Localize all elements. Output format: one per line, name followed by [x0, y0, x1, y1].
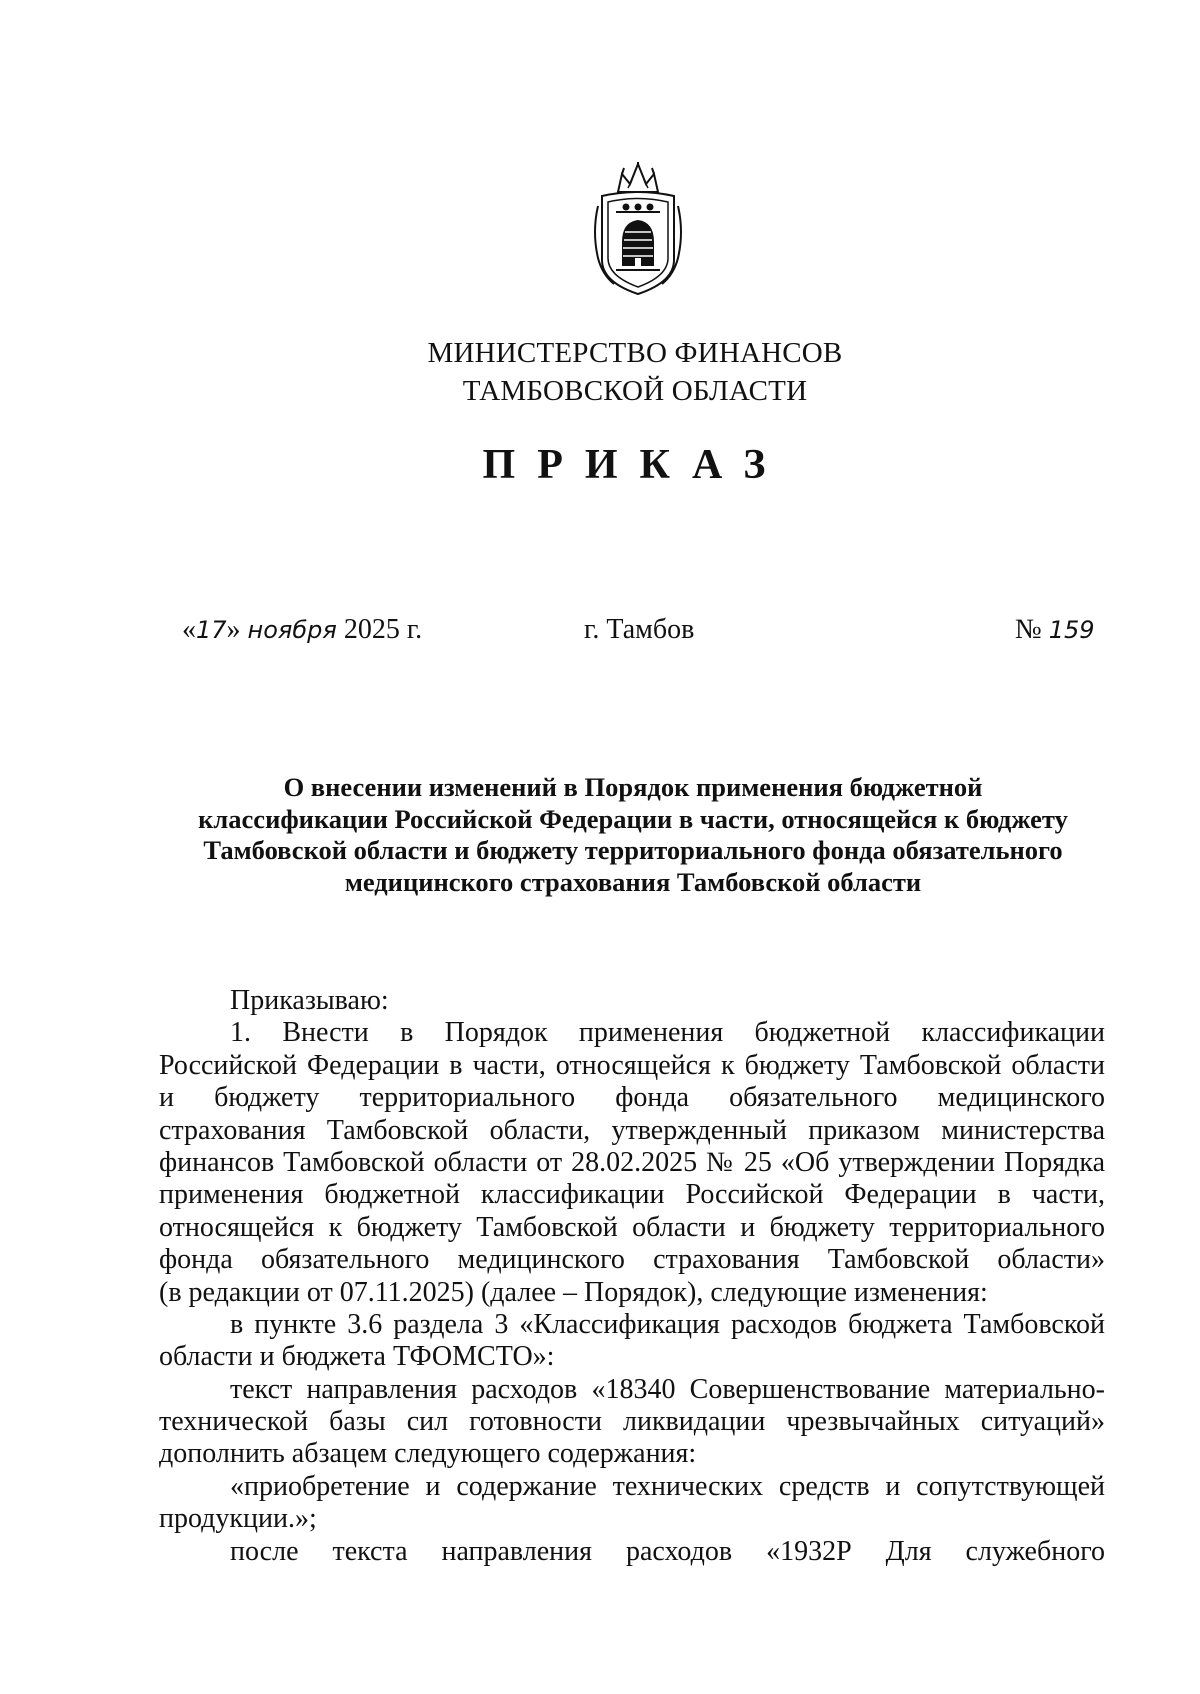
body-line: 1. Внести в Порядок применения бюджетной классификации [230, 1017, 1105, 1049]
body-line: Российской Федерации в части, относящейся к бюджету Тамбовской области [159, 1049, 1105, 1081]
body-line: относящейся к бюджету Тамбовской области и бюджету территориального [159, 1211, 1105, 1243]
body-line: и бюджету территориального фонда обязательного медицинского [159, 1082, 1105, 1114]
date-year: 2025 г. [343, 614, 423, 645]
body-line: области и бюджета ТФОМСТО»: [159, 1341, 555, 1373]
body-line: дополнить абзацем следующего содержания: [159, 1438, 697, 1470]
document-type-title: ПРИКАЗ [482, 442, 788, 488]
subject-line: медицинского страхования Тамбовской области [344, 866, 922, 897]
number-label: № [1015, 614, 1042, 645]
subject-line: классификации Российской Федерации в части, относящейся к бюджету [198, 803, 1068, 834]
body-line: применения бюджетной классификации Российской Федерации в части, [159, 1179, 1105, 1211]
ministry-line-2: ТАМБОВСКОЙ ОБЛАСТИ [462, 375, 808, 407]
order-body [159, 985, 1105, 1568]
ministry-name [0, 334, 1200, 410]
subject-line: О внесении изменений в Порядок применения бюджетной [283, 772, 983, 802]
handwritten-day: 17 [196, 616, 227, 644]
body-line: после текста направления расходов «1932Р Для служебного [230, 1535, 1105, 1567]
body-line: продукции.»; [159, 1503, 317, 1535]
date-close-quote: » [226, 614, 241, 645]
body-line: (в редакции от 07.11.2025) (далее – Порядок), следующие изменения: [159, 1276, 988, 1308]
body-line: «приобретение и содержание технических средств и сопутствующей [230, 1470, 1105, 1502]
body-line: технической базы сил готовности ликвидации чрезвычайных ситуаций» [159, 1406, 1105, 1438]
order-number [1015, 612, 1095, 648]
body-line: фонда обязательного медицинского страхования Тамбовской области» [159, 1244, 1105, 1276]
handwritten-month: ноября [247, 616, 337, 644]
handwritten-number: 159 [1048, 616, 1095, 644]
order-place: г. Тамбов [584, 614, 695, 645]
body-line: финансов Тамбовской области от 28.02.2025 № 25 «Об утверждении Порядка [159, 1146, 1105, 1178]
body-line: Приказываю: [230, 985, 389, 1016]
coat-of-arms-icon [588, 162, 688, 298]
ministry-line-1: МИНИСТЕРСТВО ФИНАНСОВ [427, 337, 843, 369]
body-line: страхования Тамбовской области, утвержденный приказом министерства [159, 1114, 1105, 1146]
order-subject [150, 772, 1116, 898]
order-date [182, 612, 422, 648]
body-line: текст направления расходов «18340 Совершенствование материально- [230, 1373, 1105, 1405]
body-line: в пункте 3.6 раздела 3 «Классификация расходов бюджета Тамбовской [230, 1308, 1105, 1340]
date-open-quote: « [182, 614, 196, 645]
subject-line: Тамбовской области и бюджету территориального фонда обязательного [203, 835, 1063, 865]
